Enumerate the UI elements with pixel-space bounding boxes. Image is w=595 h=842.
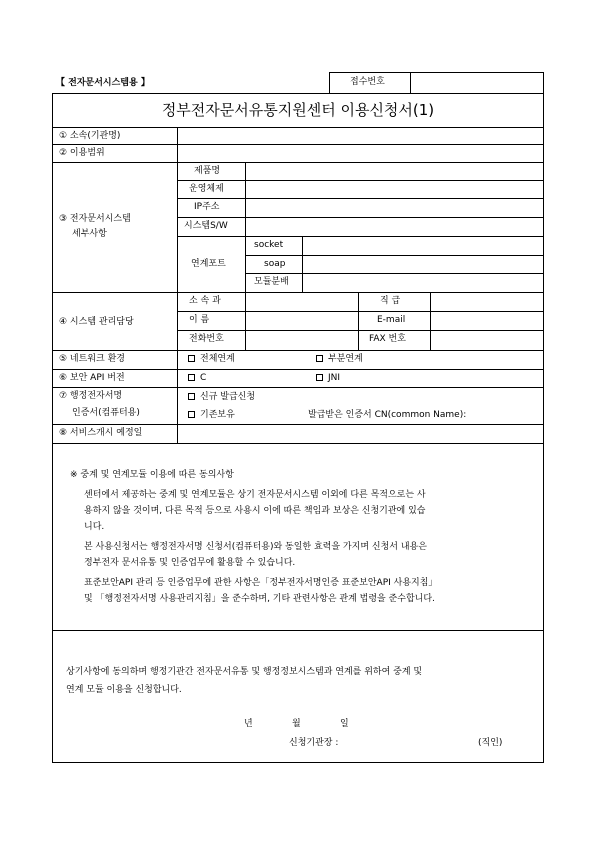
scope-input[interactable] — [180, 146, 540, 160]
socket-label: socket — [254, 240, 284, 250]
phone-input[interactable] — [248, 332, 355, 348]
scope-label: ② 이용범위 — [59, 148, 105, 158]
fax-input[interactable] — [433, 332, 541, 348]
email-input[interactable] — [433, 313, 541, 328]
name-label: 이 름 — [189, 315, 210, 325]
dept-label: 소 속 과 — [189, 296, 221, 306]
api-c-checkbox[interactable] — [188, 374, 195, 381]
cert-new-label: 신규 발급신청 — [200, 392, 256, 402]
agreement-line: 본 사용신청서는 행정전자서명 신청서(컴퓨터용)와 동일한 효력을 가지며 신청서 내용은 — [84, 542, 427, 552]
network-partial-checkbox[interactable] — [316, 355, 323, 362]
sw-label: 시스템S/W — [184, 221, 228, 231]
agreement-line: 정부전자 문서유통 및 인증업무에 활용할 수 있습니다. — [84, 558, 296, 568]
dept-input[interactable] — [248, 294, 355, 309]
receipt-number-field[interactable] — [412, 73, 542, 92]
api-jni-checkbox[interactable] — [316, 374, 323, 381]
agreement-line: 센터에서 제공하는 중계 및 연계모듈은 상기 전자문서시스템 이외에 다른 목적으로는 사 — [84, 490, 426, 500]
sw-input[interactable] — [248, 219, 540, 234]
network-full-checkbox[interactable] — [188, 355, 195, 362]
date-month-label: 월 — [292, 719, 301, 729]
cert-existing-label: 기존보유 — [200, 410, 235, 420]
ip-label: IP주소 — [194, 202, 220, 212]
receipt-label: 접수번호 — [350, 77, 385, 87]
org-input[interactable] — [180, 129, 540, 143]
network-partial-label: 부분연계 — [328, 354, 363, 364]
seal-label: (직인) — [478, 738, 503, 748]
os-label: 운영체제 — [189, 184, 224, 194]
rank-input[interactable] — [433, 294, 541, 309]
manager-label: ④ 시스템 관리담당 — [59, 317, 134, 327]
port-label: 연계포트 — [191, 259, 226, 269]
os-input[interactable] — [248, 182, 540, 196]
email-label: E-mail — [377, 315, 406, 325]
api-c-label: C — [200, 373, 207, 383]
system-label-1: ③ 전자문서시스템 — [59, 214, 131, 224]
form-title: 정부전자문서유통지원센터 이용신청서(1) — [161, 101, 435, 119]
cert-label-1: ⑦ 행정전자서명 — [59, 391, 123, 401]
system-tag: 【 전자문서시스템용 】 — [56, 78, 150, 88]
agreement-heading: ※ 중계 및 연계모듈 이용에 따른 동의사항 — [70, 470, 234, 480]
service-label: ⑧ 서비스개시 예정일 — [59, 428, 143, 438]
org-label: ① 소속(기관명) — [59, 131, 121, 141]
cert-cn-input[interactable] — [496, 408, 541, 422]
cert-label-2: 인증서(컴퓨터용) — [72, 408, 140, 418]
agreement-line: 니다. — [84, 522, 105, 532]
api-label: ⑥ 보안 API 버전 — [59, 373, 125, 383]
applicant-label: 신청기관장 : — [289, 738, 339, 748]
service-date-input[interactable] — [180, 426, 540, 441]
socket-input[interactable] — [305, 238, 541, 253]
phone-label: 전화번호 — [189, 334, 224, 344]
network-label: ⑤ 네트워크 환경 — [59, 354, 125, 364]
cert-existing-checkbox[interactable] — [188, 411, 195, 418]
rank-label: 직 급 — [380, 296, 401, 306]
agreement-line: 및 「행정전자서명 사용관리지침」을 준수하며, 기타 관련사항은 관계 법령을 준수합니다. — [84, 594, 435, 604]
soap-input[interactable] — [305, 257, 541, 271]
network-full-label: 전체연계 — [200, 354, 235, 364]
applicant-input[interactable] — [360, 735, 470, 750]
date-day-label: 일 — [340, 719, 349, 729]
ip-input[interactable] — [248, 200, 540, 215]
agreement-line: 표준보안API 관리 등 인증업무에 관한 사항은「정부전자서명인증 표준보안API 사용지침」 — [84, 578, 438, 588]
fax-label: FAX 번호 — [369, 334, 406, 344]
product-input[interactable] — [248, 164, 540, 178]
name-input[interactable] — [248, 313, 355, 328]
cert-new-checkbox[interactable] — [188, 393, 195, 400]
soap-label: soap — [264, 259, 286, 269]
product-label: 제품명 — [194, 166, 221, 176]
system-label-2: 세부사항 — [72, 229, 107, 239]
agreement-line: 용하지 않을 것이며, 다른 목적 등으로 사용시 이에 따른 책임과 보상은 신청기관에 있습 — [84, 506, 426, 516]
closing-line-1: 상기사항에 동의하며 행정기관간 전자문서유통 및 행정정보시스템과 연계를 위하여 중계 및 — [66, 667, 423, 677]
closing-line-2: 연계 모듈 이용을 신청합니다. — [66, 685, 182, 695]
api-jni-label: JNI — [328, 373, 341, 383]
module-input[interactable] — [305, 275, 541, 290]
module-label: 모듈분배 — [254, 277, 289, 287]
date-year-label: 년 — [244, 719, 253, 729]
cert-cn-label: 발급받은 인증서 CN(common Name): — [308, 410, 467, 420]
